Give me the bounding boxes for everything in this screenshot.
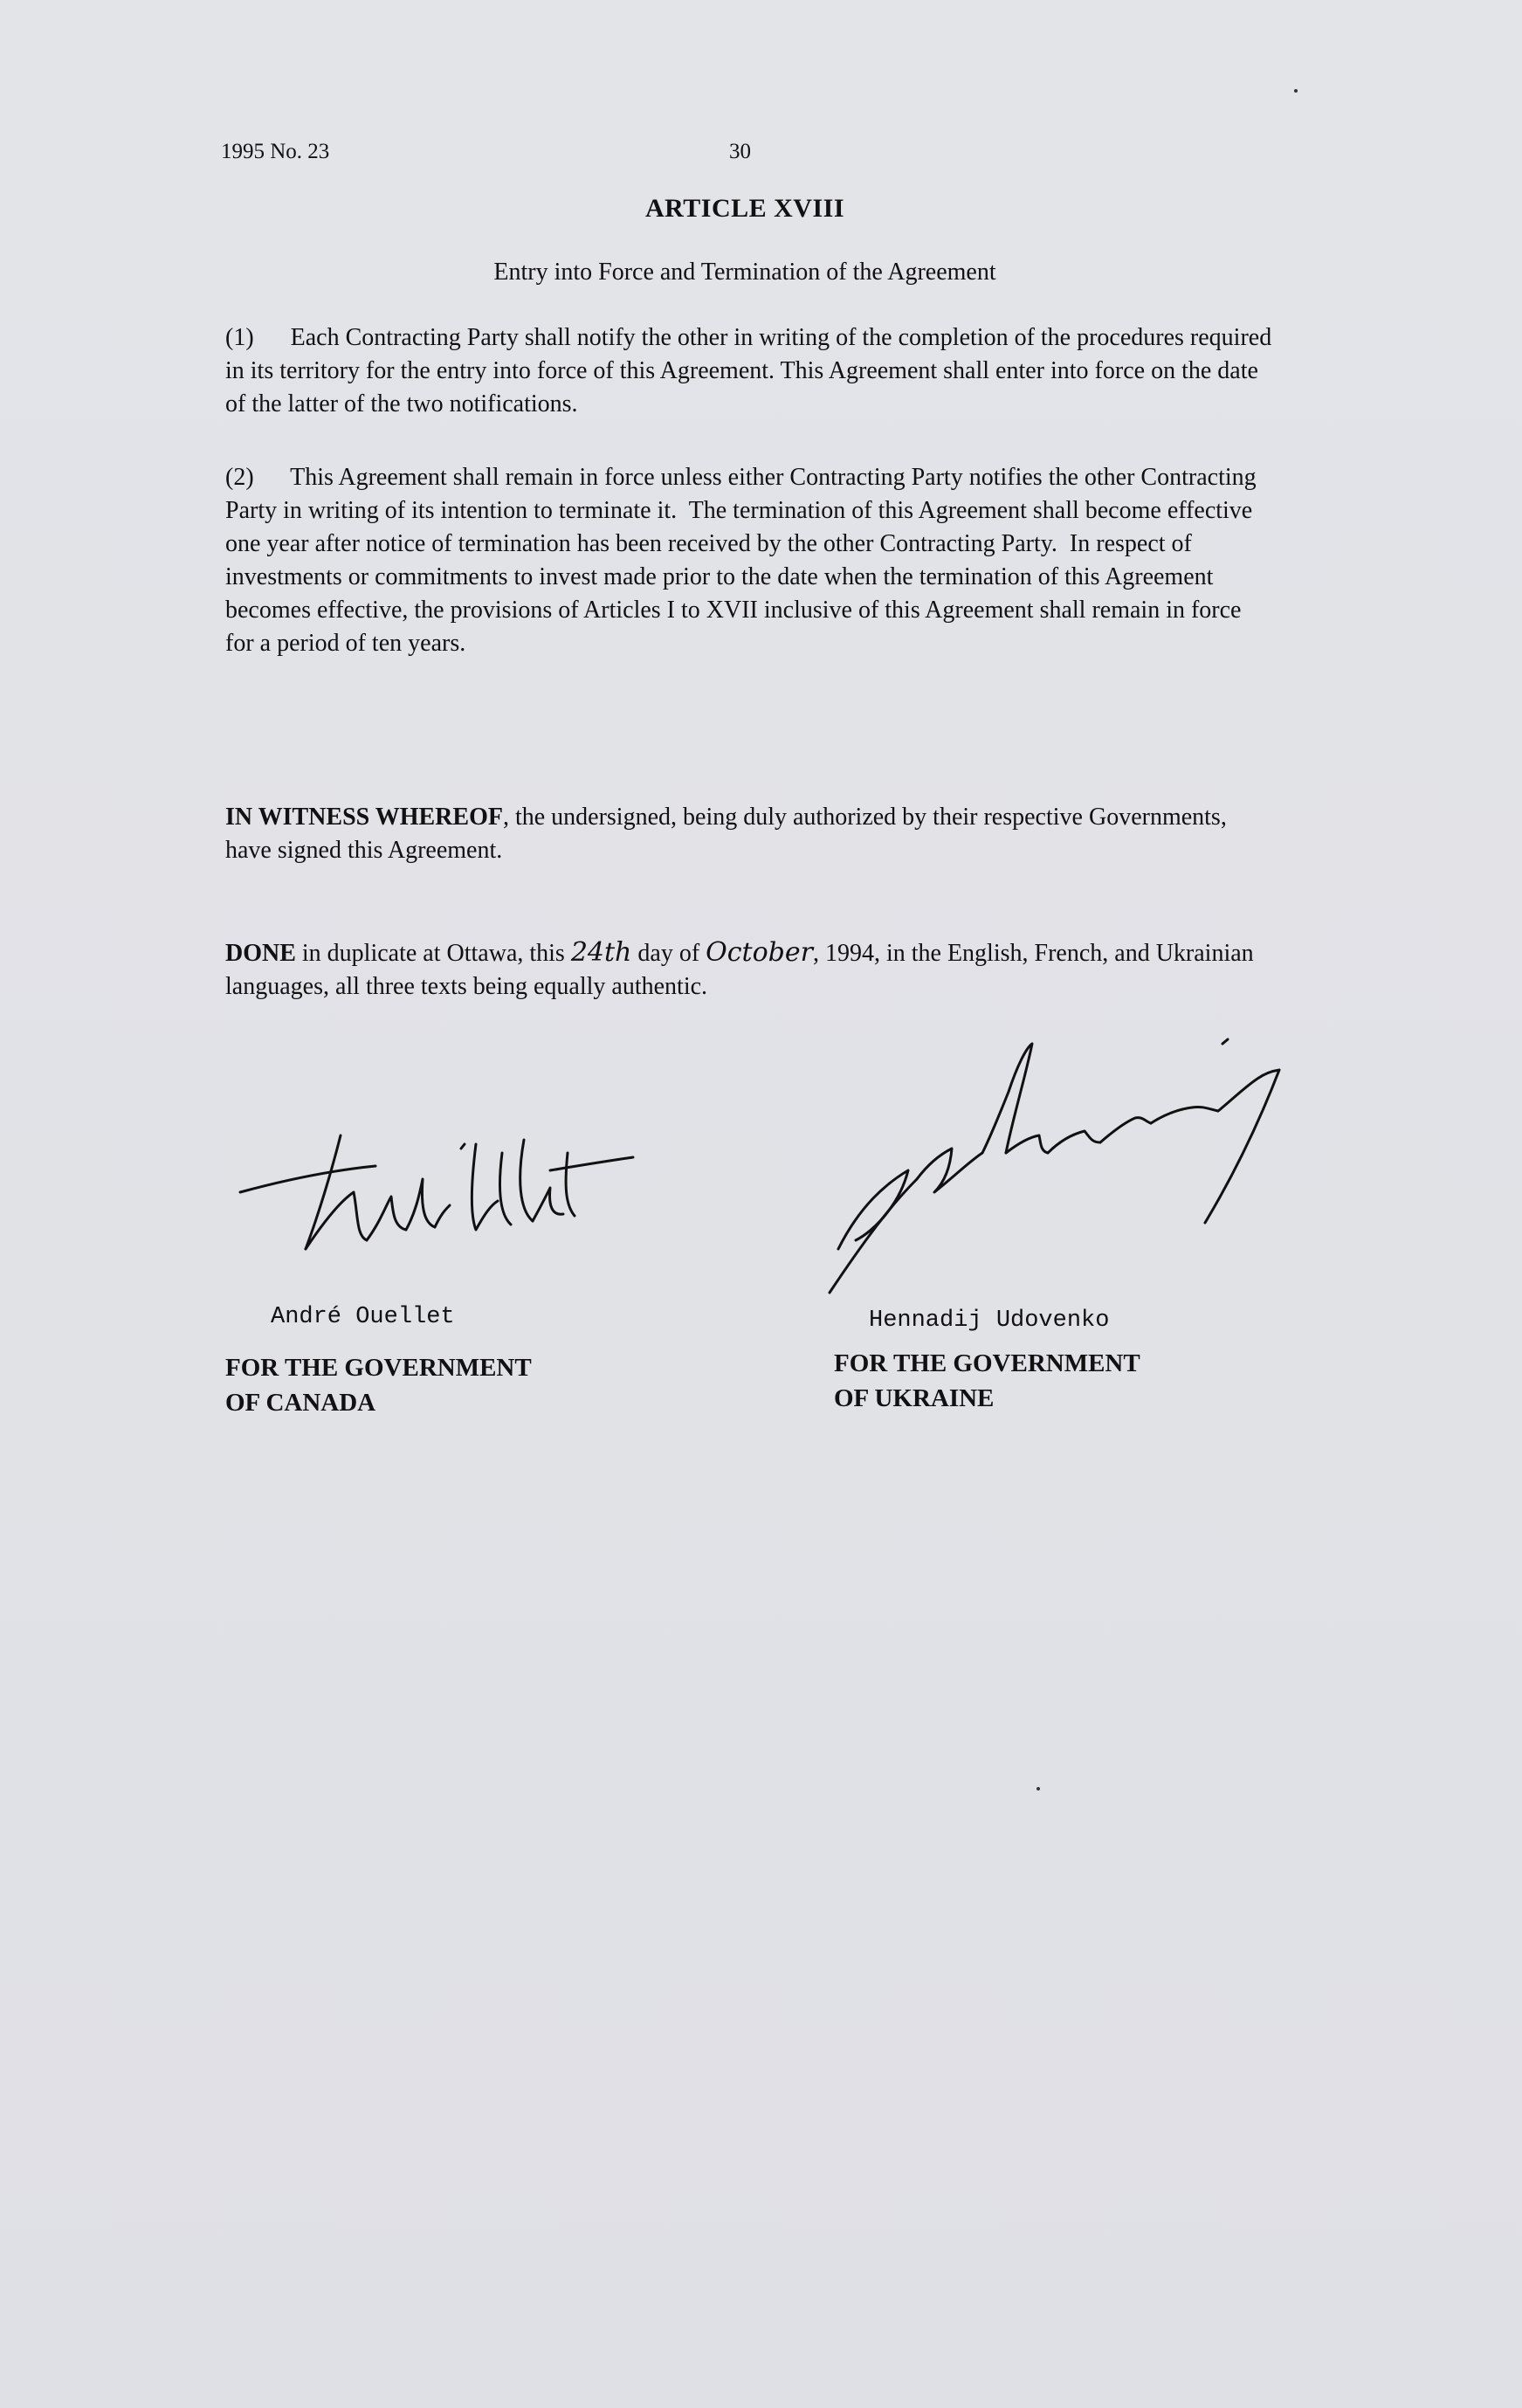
government-ukraine — [834, 1346, 1288, 1416]
government-canada-line2: OF CANADA — [225, 1389, 376, 1417]
page-number: 30 — [729, 140, 751, 163]
scan-speck — [1036, 1787, 1040, 1790]
signatory-name-canada: André Ouellet — [271, 1304, 455, 1330]
bleed-through-text — [244, 218, 1292, 1790]
scan-speck — [1294, 89, 1298, 93]
done-lead: DONE — [225, 940, 296, 967]
witness-lead: IN WITNESS WHEREOF — [225, 804, 503, 831]
handwritten-day: 24th — [570, 937, 632, 968]
article-title: ARTICLE XVIII — [645, 194, 844, 223]
signature-ukraine-image — [812, 1031, 1301, 1310]
government-canada-line1: FOR THE GOVERNMENT — [225, 1354, 532, 1382]
done-text-1: in duplicate at Ottawa, this — [295, 940, 571, 967]
done-clause — [225, 936, 1273, 1004]
handwritten-month: October — [706, 937, 813, 968]
signatory-name-ukraine: Hennadij Udovenko — [869, 1307, 1110, 1334]
page-header — [221, 140, 1269, 164]
witness-clause — [225, 801, 1273, 867]
article-subtitle: Entry into Force and Termination of the Agreement — [493, 259, 996, 286]
paragraph-2: (2) This Agreement shall remain in force unless either Contracting Party notifies the other Contracting Party in writing of its intention to terminate it. The termination of this Agreement shall become effective one year after notice of termination has been received by the other Contracting Party. In respect of investments or commitments to invest made prior to the date when the termination of this Agreement becomes effective, the provisions of Articles I to XVII inclusive of this Agreement shall remain in force for a period of ten years. — [225, 464, 1263, 657]
paragraph-1: (1) Each Contracting Party shall notify the other in writing of the completion of the procedures required in its territory for the entry into force of this Agreement. This Agreement shall enter into force on the date of the latter of the two notifications. — [225, 324, 1278, 417]
done-text-2: day of — [631, 940, 706, 967]
witness-text: , the undersigned, being duly authorized by their respective Governments, have signed this Agreement. — [225, 804, 1227, 864]
government-ukraine-line2: OF UKRAINE — [834, 1384, 995, 1412]
signature-canada-image — [236, 1118, 637, 1266]
document-reference: 1995 No. 23 — [221, 140, 330, 163]
government-canada — [225, 1350, 679, 1420]
government-ukraine-line1: FOR THE GOVERNMENT — [834, 1349, 1140, 1377]
done-text-3: , 1994, in the English, French, and Ukrainian languages, all three texts being equally authentic. — [225, 940, 1254, 1000]
